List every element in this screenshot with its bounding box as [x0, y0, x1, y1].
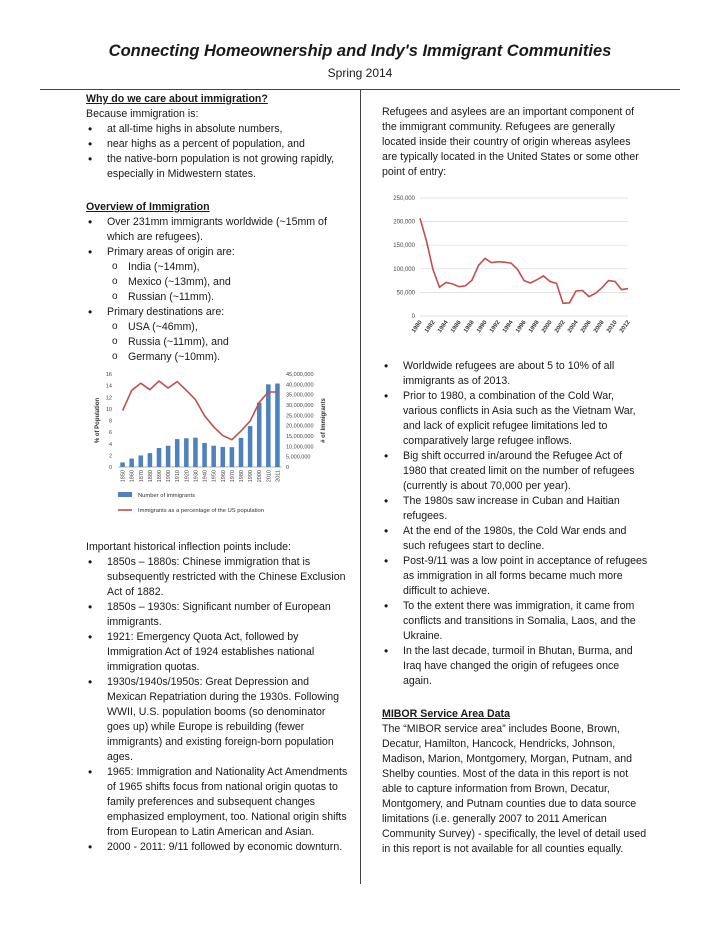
x-tick-label: 1940	[202, 470, 209, 483]
x-tick-label: 2000	[541, 319, 554, 335]
y-tick-label: 0	[411, 314, 415, 320]
left-column-history	[86, 540, 348, 855]
mibor-text: The “MIBOR service area” includes Boone, Brown, Decatur, Hamilton, Hancock, Hendricks, Johnson, Madison, Marion, Montgomery, Morgan, Putnam, and Shelby counties. Most of the data in this report is not able to capture information from Brown, Decatur, Montgomery, and Putnam counties due to data source limitations (i.e. generally 2007 to 2011 American Community Survey) - specifically, the level of detail used in this report is not available for all counties equally.	[382, 723, 647, 855]
immigrant-count-bar	[257, 403, 262, 467]
x-tick-label: 1950	[211, 470, 218, 483]
refugee-bullet: • Prior to 1980, a combination of the Cold War, various conflicts in Asia such as the Vietnam War, and lack of explicit refugee limitations led to comparatively large refugee inflows.	[382, 389, 648, 449]
history-list	[86, 555, 348, 855]
y-axis-label: % of Population	[95, 397, 101, 444]
immigrant-count-bar	[275, 384, 280, 467]
x-tick-label: 1984	[437, 319, 450, 335]
y-tick-label: 50,000	[396, 290, 415, 297]
x-tick-label: 1970	[229, 470, 236, 483]
y-tick-label: 100,000	[393, 266, 415, 273]
history-bullet: • 1965: Immigration and Nationality Act Amendments of 1965 shifts focus from national origin quotas to family preferences and subsequent changes emphasized employment, too. National origin shifts from European to Latin American and Asian.	[86, 765, 348, 840]
y-tick-label: 6	[108, 430, 112, 437]
immigrant-count-bar	[157, 448, 162, 467]
x-tick-label: 1992	[489, 319, 502, 335]
destination-item: o Russia (~11mm), and	[86, 335, 348, 350]
immigrant-count-bar	[239, 438, 244, 467]
history-bullet: • 1850s – 1930s: Significant number of European immigrants.	[86, 600, 348, 630]
origin-item: o Russian (~11mm).	[86, 290, 348, 305]
destination-item: o Germany (~10mm).	[86, 350, 348, 365]
why-heading: Why do we care about immigration?	[86, 93, 268, 105]
immigrant-count-bar	[166, 446, 171, 467]
x-tick-label: 2011	[275, 470, 282, 482]
destination-item: o USA (~46mm),	[86, 320, 348, 335]
immigrant-count-bar	[184, 438, 189, 467]
x-tick-label: 1880	[147, 470, 154, 483]
why-intro: Because immigration is:	[86, 108, 199, 120]
why-bullet: • near highs as a percent of population, and	[86, 137, 348, 152]
history-bullet: • 2000 - 2011: 9/11 followed by economic downturn.	[86, 840, 348, 855]
immigrants-chart	[86, 364, 348, 524]
mibor-heading: MIBOR Service Area Data	[382, 708, 510, 720]
x-tick-label: 1890	[157, 470, 163, 483]
y2-tick-label: 25,000,000	[286, 413, 314, 420]
page-subtitle: Spring 2014	[327, 66, 393, 80]
refugee-bullet: • Worldwide refugees are about 5 to 10% of all immigrants as of 2013.	[382, 359, 648, 389]
y-tick-label: 12	[105, 395, 112, 402]
refugee-bullet: • Post-9/11 was a low point in acceptance of refugees as immigration in all forms became much more difficult to achieve.	[382, 554, 648, 599]
y-tick-label: 150,000	[393, 243, 415, 250]
y2-tick-label: 30,000,000	[286, 403, 314, 409]
x-tick-label: 1980	[239, 470, 245, 483]
immigrant-count-bar	[266, 384, 271, 467]
immigrant-count-bar	[193, 438, 198, 467]
x-tick-label: 1998	[528, 319, 541, 335]
immigrant-count-bar	[120, 462, 125, 467]
x-tick-label: 1870	[138, 470, 145, 483]
refugee-bullet: • In the last decade, turmoil in Bhutan, Burma, and Iraq have changed the origin of refugees once again.	[382, 644, 648, 689]
history-bullet: • 1921: Emergency Quota Act, followed by Immigration Act of 1924 establishes national immigration quotas.	[86, 630, 348, 675]
column-divider	[360, 89, 361, 884]
x-tick-label: 2010	[266, 470, 273, 483]
x-tick-label: 2004	[567, 319, 580, 335]
immigrant-count-bar	[211, 446, 216, 467]
x-tick-label: 1960	[220, 470, 227, 483]
why-bullet: • at all-time highs in absolute numbers,	[86, 122, 348, 137]
x-tick-label: 1860	[129, 470, 136, 483]
x-tick-label: 1988	[463, 319, 476, 335]
y2-axis-label: # of Immigrants	[321, 398, 327, 443]
overview-bullet: • Primary destinations are:	[86, 305, 348, 320]
immigrant-count-bar	[148, 453, 153, 467]
y-tick-label: 14	[105, 383, 112, 390]
origin-item: o India (~14mm),	[86, 260, 348, 275]
immigrant-count-bar	[202, 443, 207, 467]
y2-tick-label: 45,000,000	[286, 372, 314, 378]
origin-item: o Mexico (~13mm), and	[86, 275, 348, 290]
x-tick-label: 1996	[515, 319, 528, 335]
x-tick-label: 2010	[606, 319, 619, 335]
x-tick-label: 2002	[554, 319, 567, 335]
legend-label-percent: Immigrants as a percentage of the US population	[138, 508, 264, 514]
y-tick-label: 16	[105, 372, 112, 378]
y2-tick-label: 20,000,000	[286, 423, 314, 430]
x-tick-label: 1920	[184, 470, 191, 483]
x-tick-label: 1982	[424, 319, 437, 335]
overview-bullet: • Primary areas of origin are:	[86, 245, 348, 260]
immigrant-percent-line	[123, 381, 278, 440]
refugee-list	[382, 359, 648, 689]
immigrant-count-bar	[139, 455, 144, 467]
y-tick-label: 10	[105, 406, 112, 413]
y2-tick-label: 5,000,000	[286, 454, 311, 461]
refugee-bullet: • At the end of the 1980s, the Cold War ends and such refugees start to decline.	[382, 524, 648, 554]
refugees-chart	[382, 188, 640, 348]
immigrant-count-bar	[248, 426, 253, 467]
x-tick-label: 2012	[619, 319, 632, 335]
x-tick-label: 2006	[580, 319, 593, 335]
x-tick-label: 1990	[476, 319, 489, 335]
y-tick-label: 250,000	[393, 196, 415, 202]
x-tick-label: 1994	[502, 319, 515, 335]
y2-tick-label: 40,000,000	[286, 382, 314, 389]
y2-tick-label: 10,000,000	[286, 444, 314, 451]
refugees-intro: Refugees and asylees are an important component of the immigrant community. Refugees are generally located inside their country of origin whereas asylees are typically located in the United States or some other point of entry:	[382, 106, 639, 178]
y-tick-label: 0	[108, 465, 112, 471]
x-tick-label: 1990	[248, 470, 255, 483]
y-tick-label: 200,000	[393, 219, 415, 226]
x-tick-label: 1930	[193, 470, 200, 483]
legend-swatch-count	[118, 492, 132, 497]
why-list	[86, 122, 348, 182]
y-tick-label: 8	[108, 418, 112, 425]
x-tick-label: 1900	[166, 470, 173, 483]
y-tick-label: 2	[108, 453, 112, 460]
x-tick-label: 1850	[120, 470, 127, 483]
immigrant-count-bar	[221, 447, 226, 467]
overview-heading: Overview of Immigration	[86, 201, 210, 213]
x-tick-label: 1910	[175, 470, 182, 483]
y-tick-label: 4	[108, 441, 112, 448]
overview-list	[86, 215, 348, 365]
overview-bullet: • Over 231mm immigrants worldwide (~15mm of which are refugees).	[86, 215, 348, 245]
x-tick-label: 2000	[257, 470, 264, 483]
y2-tick-label: 0	[286, 465, 290, 471]
refugee-bullet: • Big shift occurred in/around the Refugee Act of 1980 that created limit on the number of refugees (currently is about 70,000 per year).	[382, 449, 648, 494]
x-tick-label: 1980	[411, 319, 424, 335]
page-title: Connecting Homeownership and Indy's Immigrant Communities	[108, 42, 612, 60]
refugee-bullet: • The 1980s saw increase in Cuban and Haitian refugees.	[382, 494, 648, 524]
y2-tick-label: 15,000,000	[286, 434, 314, 440]
right-column-intro	[382, 105, 644, 180]
immigrant-count-bar	[230, 447, 235, 467]
x-tick-label: 1986	[450, 319, 463, 335]
immigrant-count-bar	[175, 439, 180, 467]
left-column-top	[86, 92, 348, 365]
why-bullet: • the native-born population is not growing rapidly, especially in Midwestern states.	[86, 152, 348, 182]
history-bullet: • 1930s/1940s/1950s: Great Depression and Mexican Repatriation during the 1930s. Following WWII, U.S. population booms (so denominator goes up) while Europe is rebuilding (fewer immigrants) and existing foreign-born population ages.	[86, 675, 348, 765]
right-column-bullets	[382, 359, 648, 857]
refugee-bullet: • To the extent there was immigration, it came from conflicts and transitions in Somalia, Laos, and the Ukraine.	[382, 599, 648, 644]
refugee-line	[420, 218, 628, 303]
history-bullet: • 1850s – 1880s: Chinese immigration that is subsequently restricted with the Chinese Exclusion Act of 1882.	[86, 555, 348, 600]
legend-label-count: Number of immigrants	[138, 493, 196, 499]
history-heading: Important historical inflection points include:	[86, 541, 291, 553]
x-tick-label: 2008	[593, 319, 606, 335]
immigrant-count-bar	[129, 459, 134, 467]
y2-tick-label: 35,000,000	[286, 392, 314, 399]
